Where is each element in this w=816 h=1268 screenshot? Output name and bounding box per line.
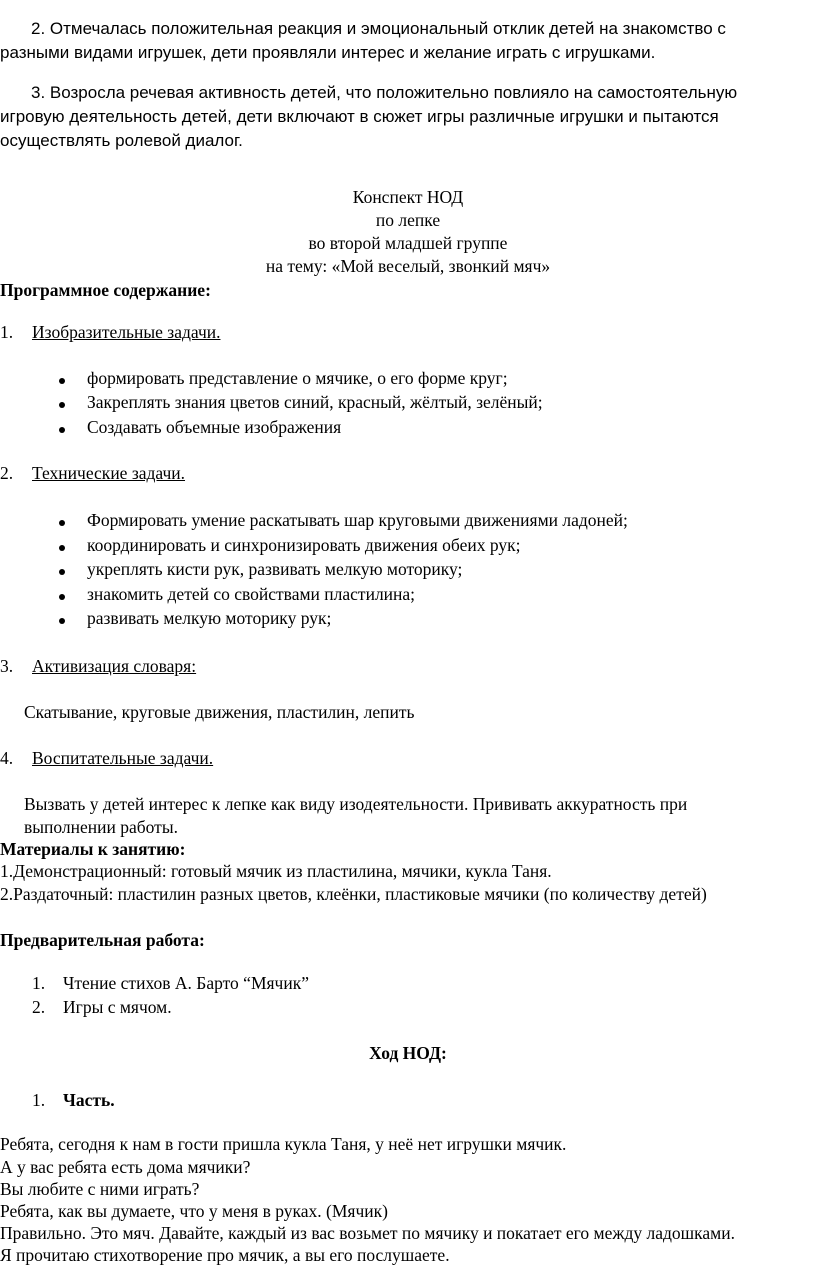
section-2-bullet-5: развивать мелкую моторику рук;	[87, 608, 332, 628]
intro-paragraph-3-line-3: осуществлять ролевой диалог.	[0, 131, 243, 150]
section-1-bullet-2: Закреплять знания цветов синий, красный, жёлтый, зелёный;	[87, 392, 543, 412]
title-line-2: по лепке	[375, 210, 441, 230]
section-2-bullet-2: координировать и синхронизировать движения обеих рук;	[87, 535, 521, 555]
prep-item-2-text: Игры с мячом.	[63, 997, 172, 1017]
section-1-title: Изобразительные задачи.	[32, 322, 221, 342]
part-1-title: Часть.	[63, 1090, 115, 1110]
intro-paragraph-2-line-1: 2. Отмечалась положительная реакция и эмоциональный отклик детей на знакомство с	[31, 19, 726, 38]
dialogue-line-5: Правильно. Это мяч. Давайте, каждый из вас возьмет по мячику и покатает его между ладошками.	[0, 1223, 735, 1243]
section-3-number: 3.	[0, 656, 14, 676]
section-4-number: 4.	[0, 748, 14, 768]
bullet-marker	[59, 545, 65, 551]
part-1-number: 1.	[32, 1090, 46, 1110]
section-3-text: Скатывание, круговые движения, пластилин, лепить	[24, 702, 415, 722]
materials-line-1: 1.Демонстрационный: готовый мячик из пластилина, мячики, кукла Таня.	[0, 861, 552, 881]
title-line-3: во второй младшей группе	[308, 233, 508, 253]
bullet-marker	[59, 594, 65, 600]
section-2-bullet-3: укреплять кисти рук, развивать мелкую моторику;	[87, 559, 463, 579]
dialogue-line-6: Я прочитаю стихотворение про мячик, а вы его послушаете.	[0, 1245, 450, 1265]
bullet-marker	[59, 402, 65, 408]
prep-heading: Предварительная работа:	[0, 930, 205, 950]
section-4-text-line-2: выполнении работы.	[24, 817, 178, 837]
prep-item-2-number: 2.	[32, 997, 46, 1017]
bullet-marker	[59, 520, 65, 526]
section-4-title: Воспитательные задачи.	[32, 748, 214, 768]
prep-item-1-number: 1.	[32, 973, 46, 993]
bullet-marker	[59, 618, 65, 624]
section-3-title: Активизация словаря:	[32, 656, 197, 676]
intro-paragraph-2-line-2: разными видами игрушек, дети проявляли интерес и желание играть с игрушками.	[0, 43, 656, 62]
title-line-4: на тему: «Мой веселый, звонкий мяч»	[265, 256, 551, 276]
course-heading: Ход НОД:	[369, 1043, 447, 1063]
section-1-number: 1.	[0, 322, 14, 342]
section-1-bullet-1: формировать представление о мячике, о его форме круг;	[87, 368, 508, 388]
bullet-marker	[59, 569, 65, 575]
section-4-text-line-1: Вызвать у детей интерес к лепке как виду изодеятельности. Прививать аккуратность при	[24, 794, 688, 814]
program-heading: Программное содержание:	[0, 280, 211, 300]
section-2-bullet-1: Формировать умение раскатывать шар круговыми движениями ладоней;	[87, 510, 628, 530]
materials-heading: Материалы к занятию:	[0, 839, 186, 859]
dialogue-line-1: Ребята, сегодня к нам в гости пришла кукла Таня, у неё нет игрушки мячик.	[0, 1134, 567, 1154]
title-line-1: Конспект НОД	[352, 187, 464, 207]
section-1-bullet-3: Создавать объемные изображения	[87, 417, 342, 437]
dialogue-line-3: Вы любите с ними играть?	[0, 1179, 200, 1199]
section-2-number: 2.	[0, 463, 14, 483]
dialogue-line-2: А у вас ребята есть дома мячики?	[0, 1157, 251, 1177]
bullet-marker	[59, 378, 65, 384]
prep-item-1-text: Чтение стихов А. Барто “Мячик”	[63, 973, 309, 993]
intro-paragraph-3-line-1: 3. Возросла речевая активность детей, что положительно повлияло на самостоятельную	[31, 83, 738, 102]
materials-line-2: 2.Раздаточный: пластилин разных цветов, клеёнки, пластиковые мячики (по количеству детей)	[0, 884, 707, 904]
bullet-marker	[59, 427, 65, 433]
section-2-title: Технические задачи.	[32, 463, 186, 483]
dialogue-line-4: Ребята, как вы думаете, что у меня в руках. (Мячик)	[0, 1201, 388, 1221]
intro-paragraph-3-line-2: игровую деятельность детей, дети включают в сюжет игры различные игрушки и пытаются	[0, 107, 719, 126]
section-2-bullet-4: знакомить детей со свойствами пластилина;	[87, 584, 416, 604]
